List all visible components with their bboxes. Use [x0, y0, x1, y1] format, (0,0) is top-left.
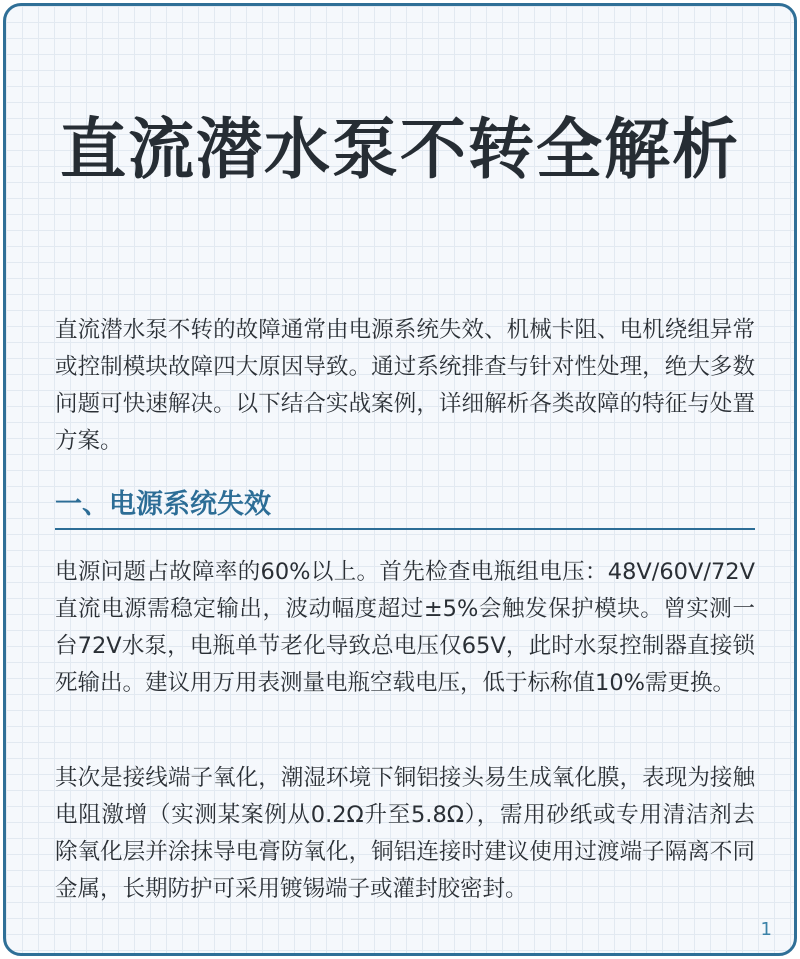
page-card — [3, 3, 797, 956]
section-divider — [55, 528, 755, 530]
page-title: 直流潜水泵不转全解析 — [60, 111, 740, 188]
page-number: 1 — [760, 919, 772, 940]
section-heading: 一、电源系统失效 — [55, 489, 271, 520]
intro-paragraph: 直流潜水泵不转的故障通常由电源系统失效、机械卡阻、电机绕组异常或控制模块故障四大原因导致。通过系统排查与针对性处理，绝大多数问题可快速解决。以下结合实战案例，详细解析各类故障的特征与处置方案。 — [55, 317, 755, 454]
section-paragraph: 电源问题占故障率的60%以上。首先检查电瓶组电压：48V/60V/72V直流电源需稳定输出，波动幅度超过±5%会触发保护模块。曾实测一台72V水泵，电瓶单节老化导致总电压仅65V，此时水泵控制器直接锁死输出。建议用万用表测量电瓶空载电压，低于标称值10%需更换。 — [55, 559, 755, 696]
section-paragraph: 其次是接线端子氧化，潮湿环境下铜铝接头易生成氧化膜，表现为接触电阻激增（实测某案例从0.2Ω升至5.8Ω），需用砂纸或专用清洁剂去除氧化层并涂抹导电膏防氧化，铜铝连接时建议使用过渡端子隔离不同金属，长期防护可采用镀锡端子或灌封胶密封。 — [55, 765, 755, 902]
